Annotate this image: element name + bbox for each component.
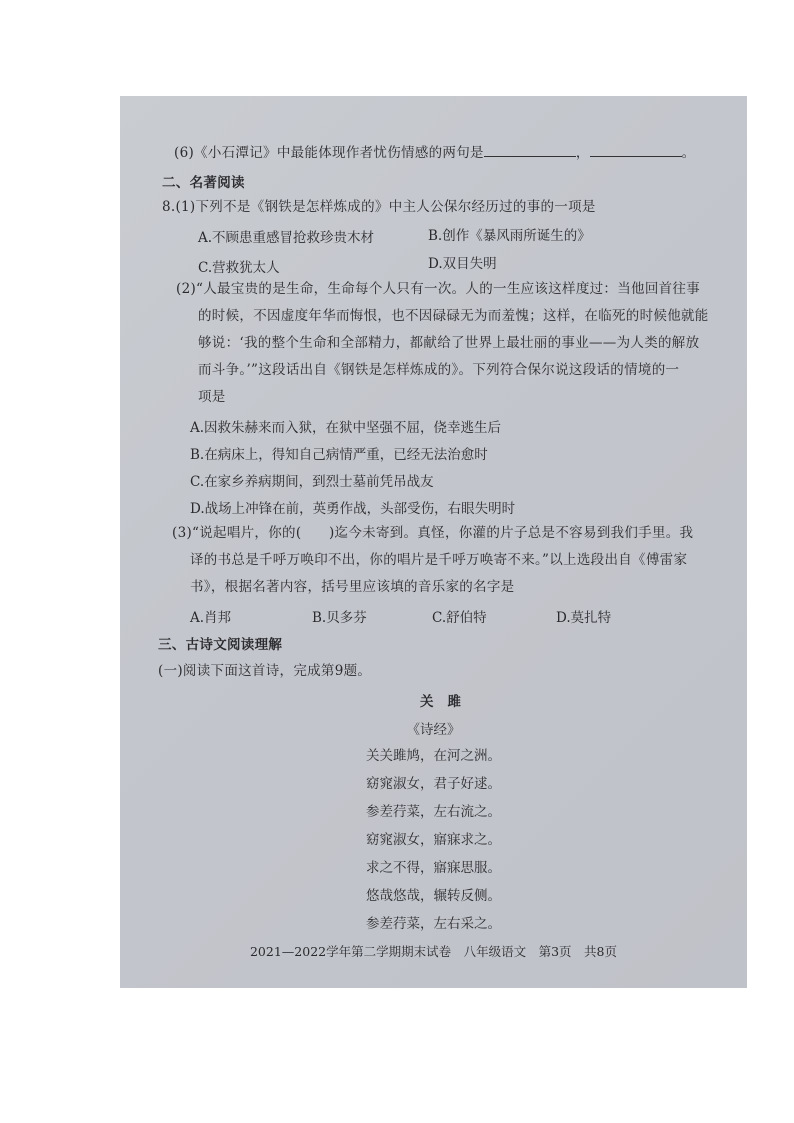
question-6	[174, 144, 695, 162]
section-3-instruction: (一)阅读下面这首诗，完成第9题。	[158, 663, 372, 679]
q8-3-line-2: 译的书总是千呼万唤印不出，你的唱片是千呼万唤寄不来。”以上选段出自《傅雷家	[190, 552, 688, 568]
q8-2-line-1: (2)“人最宝贵的是生命，生命每个人只有一次。人的一生应该这样度过：当他回首往事	[176, 281, 701, 297]
poem-line-7: 参差荇菜，左右采之。	[366, 916, 501, 932]
section-3-title: 三、古诗文阅读理解	[158, 637, 283, 653]
section-2-title: 二、名著阅读	[162, 175, 245, 191]
q8-3-line-1: (3)“说起唱片，你的( )迄今未寄到。真怪，你灌的片子总是不容易到我们手里。我	[172, 525, 694, 541]
poem-line-5: 求之不得，寤寐思服。	[366, 860, 501, 876]
poem-line-3: 参差荇菜，左右流之。	[366, 804, 501, 820]
q8-1-option-a: A.不顾患重感冒抢救珍贵木材	[198, 230, 375, 246]
poem-line-1: 关关雎鸠，在河之洲。	[366, 748, 501, 764]
poem-source: 《诗经》	[406, 722, 461, 738]
question-6-text: (6)《小石潭记》中最能体现作者忧伤情感的两句是	[174, 145, 484, 161]
q8-2-line-5: 项是	[198, 389, 226, 405]
poem-line-6: 悠哉悠哉，辗转反侧。	[366, 888, 501, 904]
answer-blank-1	[484, 144, 576, 157]
q8-1-option-c: C.营救犹太人	[198, 260, 280, 276]
poem-line-4: 窈窕淑女，寤寐求之。	[366, 832, 501, 848]
poem-line-2: 窈窕淑女，君子好逑。	[366, 776, 501, 792]
q8-2-line-2: 的时候，不因虚度年华而悔恨，也不因碌碌无为而羞愧；这样，在临死的时候他就能	[198, 308, 709, 324]
q8-3-option-a: A.肖邦	[190, 610, 232, 626]
poem-title: 关雎	[420, 694, 475, 710]
q8-1-option-d: D.双目失明	[428, 256, 497, 272]
end-mark: 。	[681, 145, 696, 161]
q8-3-option-c: C.舒伯特	[432, 610, 487, 626]
q8-2-option-b: B.在病床上，得知自己病情严重，已经无法治愈时	[190, 447, 488, 463]
q8-2-option-d: D.战场上冲锋在前，英勇作战，头部受伤，右眼失明时	[190, 501, 516, 517]
page-footer: 2021—2022学年第二学期期末试卷 八年级语文 第3页 共8页	[249, 944, 618, 959]
q8-1-option-b: B.创作《暴风雨所诞生的》	[428, 228, 591, 244]
q8-2-option-c: C.在家乡养病期间，到烈士墓前凭吊战友	[190, 474, 434, 490]
separator: ，	[575, 145, 590, 161]
scanned-exam-page	[120, 96, 747, 988]
q8-2-option-a: A.因救朱赫来而入狱，在狱中坚强不屈，侥幸逃生后	[190, 420, 502, 436]
answer-blank-2	[590, 144, 682, 157]
q8-3-line-3: 书》，根据名著内容，括号里应该填的音乐家的名字是	[190, 579, 515, 595]
q8-3-option-d: D.莫扎特	[556, 610, 612, 626]
question-8-1-stem: 8.(1)下列不是《钢铁是怎样炼成的》中主人公保尔经历过的事的一项是	[162, 199, 596, 215]
q8-2-line-4: 而斗争。’”这段话出自《钢铁是怎样炼成的》。下列符合保尔说这段话的情境的一	[198, 362, 680, 378]
q8-3-option-b: B.贝多芬	[312, 610, 367, 626]
q8-2-line-3: 够说：‘我的整个生命和全部精力，都献给了世界上最壮丽的事业——为人类的解放	[198, 335, 700, 351]
